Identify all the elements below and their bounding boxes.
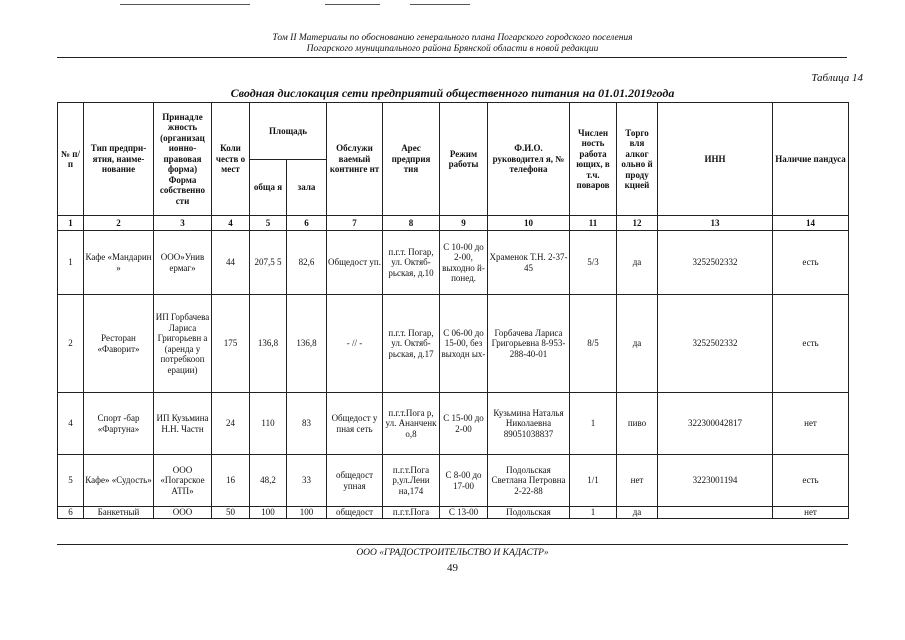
cell-type: Кафе» «Судость» <box>84 455 154 507</box>
cell-area-hall: 33 <box>287 455 327 507</box>
cell-contingent: Общедост уп. <box>327 231 383 295</box>
cell-area-total: 136,8 <box>250 295 287 393</box>
cell-staff: 1 <box>570 507 617 519</box>
cell-address: п.г.т.Пога <box>383 507 440 519</box>
cell-area-hall: 100 <box>287 507 327 519</box>
column-number: 10 <box>488 216 570 231</box>
col-ownership-header: Принадле жность (организац ионно-правовая форма) Форма собственно сти <box>154 103 212 216</box>
column-number: 11 <box>570 216 617 231</box>
col-address-header: Арес предприя тия <box>383 103 440 216</box>
table-row <box>58 507 849 519</box>
cell-ramp: есть <box>773 295 849 393</box>
cell-area-total: 48,2 <box>250 455 287 507</box>
cell-contingent: общедост упная <box>327 455 383 507</box>
cell-staff: 8/5 <box>570 295 617 393</box>
cell-num: 2 <box>58 295 84 393</box>
header-divider <box>57 57 847 58</box>
cell-inn: 3223001194 <box>658 455 773 507</box>
cell-ownership: ООО <box>154 507 212 519</box>
scan-artifact <box>120 4 720 7</box>
cell-hours: С 10-00 до 2-00, выходно й-понед. <box>440 231 488 295</box>
cell-alcohol: пиво <box>617 393 658 455</box>
cell-director: Подольская Светлана Петровна 2-22-88 <box>488 455 570 507</box>
cell-area-total: 110 <box>250 393 287 455</box>
cell-area-hall: 136,8 <box>287 295 327 393</box>
cell-num: 6 <box>58 507 84 519</box>
cell-staff: 1/1 <box>570 455 617 507</box>
column-number: 7 <box>327 216 383 231</box>
cell-ownership: ИП Горбачева Лариса Григорьевн а (аренда у потребкооп ерации) <box>154 295 212 393</box>
cell-area-total: 100 <box>250 507 287 519</box>
cell-hours: С 15-00 до 2-00 <box>440 393 488 455</box>
page-number: 49 <box>447 562 458 574</box>
cell-ramp: есть <box>773 231 849 295</box>
table-row <box>58 231 849 295</box>
col-director-header: Ф.И.О. руководител я, № телефона <box>488 103 570 216</box>
cell-area-total: 207,5 5 <box>250 231 287 295</box>
cell-area-hall: 83 <box>287 393 327 455</box>
footer-divider <box>57 544 848 545</box>
cell-contingent: - // - <box>327 295 383 393</box>
cell-seats: 44 <box>212 231 250 295</box>
cell-ownership: ООО «Погарское АТП» <box>154 455 212 507</box>
column-number: 8 <box>383 216 440 231</box>
document-footer: ООО «ГРАДОСТРОИТЕЛЬСТВО И КАДАСТР» <box>356 548 549 558</box>
col-area-total-header: обща я <box>250 159 287 216</box>
cell-num: 1 <box>58 231 84 295</box>
cell-address: п.г.т. Погар, ул. Октяб-рьская, д.17 <box>383 295 440 393</box>
column-number: 4 <box>212 216 250 231</box>
cell-alcohol: нет <box>617 455 658 507</box>
col-area-header: Площадь <box>250 103 327 160</box>
col-hours-header: Режим работы <box>440 103 488 216</box>
col-area-hall-header: зала <box>287 159 327 216</box>
cell-address: п.г.т.Пога р, ул. Ананченк о,8 <box>383 393 440 455</box>
cell-ownership: ООО»Унив ермаг» <box>154 231 212 295</box>
cell-staff: 1 <box>570 393 617 455</box>
cell-seats: 24 <box>212 393 250 455</box>
table-label: Таблица 14 <box>811 72 863 84</box>
col-inn-header: ИНН <box>658 103 773 216</box>
catering-table <box>57 102 849 519</box>
col-seats-header: Коли честв о мест <box>212 103 250 216</box>
cell-alcohol: да <box>617 507 658 519</box>
cell-alcohol: да <box>617 231 658 295</box>
cell-num: 4 <box>58 393 84 455</box>
column-number: 2 <box>84 216 154 231</box>
cell-area-hall: 82,6 <box>287 231 327 295</box>
cell-director: Храменок Т.Н. 2-37-45 <box>488 231 570 295</box>
col-contingent-header: Обслужи ваемый континге нт <box>327 103 383 216</box>
cell-ownership: ИП Кузьмина Н.Н. Частн <box>154 393 212 455</box>
cell-director: Горбачева Лариса Григорьевна 8-953-288-40-01 <box>488 295 570 393</box>
cell-director: Кузьмина Наталья Николаевна 89051038837 <box>488 393 570 455</box>
cell-ramp: нет <box>773 393 849 455</box>
cell-contingent: общедост <box>327 507 383 519</box>
cell-type: Банкетный <box>84 507 154 519</box>
cell-address: п.г.т. Погар, ул. Октяб-рьская, д.10 <box>383 231 440 295</box>
col-alcohol-header: Торго вля алког ольно й проду кцией <box>617 103 658 216</box>
column-number: 6 <box>287 216 327 231</box>
header-row <box>58 103 849 160</box>
cell-type: Ресторан «Фаворит» <box>84 295 154 393</box>
table-title: Сводная дислокация сети предприятий общественного питания на 01.01.2019года <box>230 86 675 100</box>
table-row <box>58 295 849 393</box>
cell-staff: 5/3 <box>570 231 617 295</box>
col-ramp-header: Наличие пандуса <box>773 103 849 216</box>
cell-ramp: нет <box>773 507 849 519</box>
column-number: 13 <box>658 216 773 231</box>
cell-ramp: есть <box>773 455 849 507</box>
cell-inn <box>658 507 773 519</box>
table-row <box>58 393 849 455</box>
col-staff-header: Числен ность работа ющих, в т.ч. поваров <box>570 103 617 216</box>
cell-type: Кафе «Мандарин » <box>84 231 154 295</box>
cell-num: 5 <box>58 455 84 507</box>
table-row <box>58 455 849 507</box>
cell-director: Подольская <box>488 507 570 519</box>
column-number: 14 <box>773 216 849 231</box>
cell-contingent: Общедост у пная сеть <box>327 393 383 455</box>
document-header-line2: Погарского муниципального района Брянской области в новой редакции <box>306 44 599 54</box>
cell-alcohol: да <box>617 295 658 393</box>
cell-seats: 16 <box>212 455 250 507</box>
column-number: 5 <box>250 216 287 231</box>
cell-type: Спорт -бар «Фартуна» <box>84 393 154 455</box>
cell-hours: С 06-00 до 15-00, без выходн ых- <box>440 295 488 393</box>
col-num-header: № п/п <box>58 103 84 216</box>
col-type-header: Тип предпри-ятия, наиме-нование <box>84 103 154 216</box>
cell-seats: 50 <box>212 507 250 519</box>
cell-address: п.г.т.Пога р,ул.Лени на,174 <box>383 455 440 507</box>
column-number: 12 <box>617 216 658 231</box>
document-header-line1: Том II Материалы по обоснованию генерального плана Погарского городского поселения <box>272 33 633 43</box>
column-number: 1 <box>58 216 84 231</box>
cell-inn: 322300042817 <box>658 393 773 455</box>
column-number: 9 <box>440 216 488 231</box>
cell-hours: С 13-00 <box>440 507 488 519</box>
cell-inn: 3252502332 <box>658 231 773 295</box>
column-number-row <box>58 216 849 231</box>
cell-inn: 3252502332 <box>658 295 773 393</box>
cell-seats: 175 <box>212 295 250 393</box>
cell-hours: С 8-00 до 17-00 <box>440 455 488 507</box>
column-number: 3 <box>154 216 212 231</box>
